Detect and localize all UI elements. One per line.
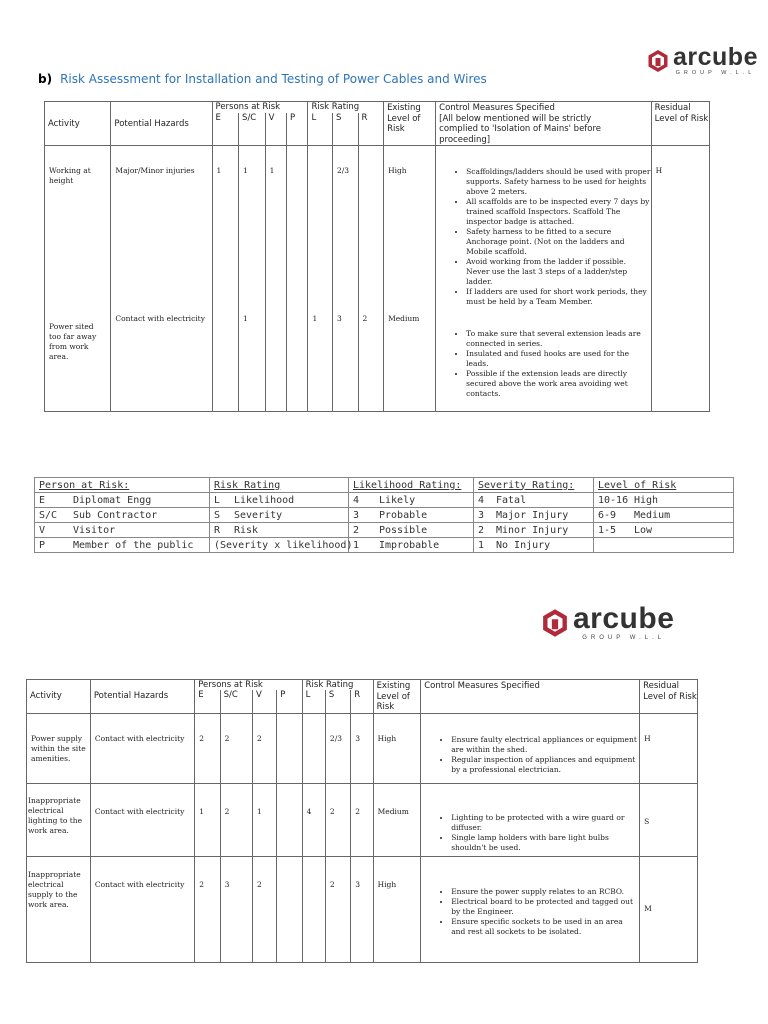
sc-cell: 3: [220, 856, 252, 962]
e-cell: 2: [195, 713, 220, 783]
col-l-header: L: [302, 690, 325, 713]
table-row: [27, 783, 698, 856]
col-l-header: L: [308, 113, 333, 145]
control-header-line: [All below mentioned will be strictly: [439, 113, 592, 124]
r-cell: 2: [358, 146, 384, 412]
controls-cell: [421, 713, 640, 783]
activity-cell: Working at height Power sited too far away from work area.: [45, 146, 111, 412]
control-list: [436, 146, 651, 307]
hazard-cell: Major/Minor injuries Contact with electricity: [111, 146, 212, 412]
v-cell: 1: [252, 783, 276, 856]
control-item: • Single lamp holders with bare light bulbs shouldn't be used.: [451, 833, 639, 853]
col-p-header: P: [277, 690, 302, 713]
control-list: [421, 857, 639, 937]
activity-cell: Inappropriate electrical lighting to the work area.: [27, 783, 91, 856]
col-sc-header: S/C: [220, 690, 252, 713]
key-row: [35, 493, 734, 508]
logo-wordmark: arcube: [673, 43, 758, 71]
control-item: • Ensure the power supply relates to an RCBO.: [451, 887, 639, 897]
control-item: • If ladders are used for short work periods, they must be held by a Team Member.: [466, 287, 651, 307]
key-cell: S Severity: [210, 508, 349, 523]
key-cell: 3 Major Injury: [474, 508, 594, 523]
key-cell: P Member of the public: [35, 538, 210, 553]
control-item: • Scaffoldings/ladders should be used with proper supports. Safety harness to be used for heights above 2 meters.: [466, 167, 651, 197]
col-hazards-header: Potential Hazards: [111, 102, 212, 146]
key-header-level: Level of Risk: [594, 478, 734, 493]
residual-cell: H: [651, 146, 709, 412]
logo-wordmark: arcube: [573, 602, 675, 635]
col-p-header: P: [287, 113, 308, 145]
p-cell: [277, 713, 302, 783]
existing-cell: High: [373, 856, 421, 962]
logo-subtitle: GROUP W.L.L: [675, 70, 756, 76]
key-cell: L Likelihood: [210, 493, 349, 508]
risk-key-table: [34, 477, 734, 553]
table-row: [27, 713, 698, 783]
p-cell: [287, 146, 308, 412]
col-r-header: R: [351, 690, 373, 713]
residual-cell: S: [640, 783, 698, 856]
p-cell: [277, 856, 302, 962]
l-cell: 1: [308, 146, 333, 412]
company-logo: [647, 45, 758, 77]
s-cell: 2/3 3: [332, 146, 358, 412]
sc-cell: 2: [220, 713, 252, 783]
risk-rating-header: Risk Rating: [308, 102, 384, 114]
p-cell: [277, 783, 302, 856]
key-row: [35, 523, 734, 538]
col-s-header: S: [332, 113, 358, 145]
control-item: • Safety harness to be fitted to a secure Anchorage point. (Not on the ladders and Mobile scaffold.: [466, 227, 651, 257]
key-row: [35, 508, 734, 523]
key-header-row: [35, 478, 734, 493]
persons-at-risk-header: Persons at Risk: [212, 102, 308, 114]
control-list: [436, 307, 651, 399]
control-item: • Possible if the extension leads are directly secured above the work area avoiding wet contacts.: [466, 369, 651, 399]
key-cell: 3 Probable: [349, 508, 474, 523]
arcube-logo-icon: [541, 608, 569, 638]
key-header-persons: Person at Risk:: [35, 478, 210, 493]
v-cell: 2: [252, 713, 276, 783]
residual-cell: M: [640, 856, 698, 962]
persons-at-risk-header: Persons at Risk: [195, 680, 302, 691]
existing-cell: Medium: [373, 783, 421, 856]
key-row: [35, 538, 734, 553]
col-hazards-header: Potential Hazards: [90, 680, 194, 714]
key-cell: [594, 538, 734, 553]
table-row: [45, 146, 710, 412]
key-header-likelihood: Likelihood Rating:: [349, 478, 474, 493]
control-item: • Avoid working from the ladder if possible. Never use the last 3 steps of a ladder/step ladder.: [466, 257, 651, 287]
key-cell: V Visitor: [35, 523, 210, 538]
controls-cell: [421, 783, 640, 856]
activity-cell: Inappropriate electrical supply to the work area.: [27, 856, 91, 962]
control-measures-header: [436, 102, 652, 146]
s-cell: 2/3: [325, 713, 350, 783]
control-item: • Ensure specific sockets to be used in an area and rest all sockets to be isolated.: [451, 917, 639, 937]
residual-level-header: Residual Level of Risk: [651, 102, 709, 146]
key-header-rating: Risk Rating: [210, 478, 349, 493]
key-cell: 1 Improbable: [349, 538, 474, 553]
hazard-cell: Contact with electricity: [90, 856, 194, 962]
l-cell: 4: [302, 783, 325, 856]
section-heading: [38, 72, 487, 86]
col-activity-header: Activity: [27, 680, 91, 714]
section-letter: b): [38, 72, 53, 86]
l-cell: [302, 856, 325, 962]
activity-cell-2: Power sited too far away from work area.: [49, 322, 97, 361]
control-item: • Lighting to be protected with a wire guard or diffuser.: [451, 813, 639, 833]
e-cell: 1: [195, 783, 220, 856]
existing-level-header: Existing Level of Risk: [373, 680, 421, 714]
col-r-header: R: [358, 113, 384, 145]
risk-table-1: [44, 101, 710, 412]
e-cell: 2: [195, 856, 220, 962]
key-cell: S/C Sub Contractor: [35, 508, 210, 523]
key-cell: 4 Likely: [349, 493, 474, 508]
control-list: [421, 784, 639, 853]
table-row: [27, 856, 698, 962]
hazard-cell: Contact with electricity: [90, 713, 194, 783]
control-header-line: proceeding]: [439, 134, 491, 145]
v-cell: 1: [265, 146, 286, 412]
key-header-severity: Severity Rating:: [474, 478, 594, 493]
key-cell: 6-9 Medium: [594, 508, 734, 523]
key-cell: 4 Fatal: [474, 493, 594, 508]
section-title: Risk Assessment for Installation and Testing of Power Cables and Wires: [60, 72, 487, 86]
key-cell: 2 Minor Injury: [474, 523, 594, 538]
col-e-header: E: [195, 690, 220, 713]
r-cell: 3: [351, 713, 373, 783]
r-cell: 3: [351, 856, 373, 962]
arcube-logo-icon: [647, 49, 669, 73]
residual-level-header: Residual Level of Risk: [640, 680, 698, 714]
col-activity-header: Activity: [45, 102, 111, 146]
s-cell: 2: [325, 783, 350, 856]
existing-cell: High Medium: [384, 146, 436, 412]
col-e-header: E: [212, 113, 239, 145]
sc-cell: 2: [220, 783, 252, 856]
hazard-cell-2: Contact with electricity: [115, 314, 205, 323]
control-measures-header: Control Measures Specified: [421, 680, 640, 714]
l-cell: [302, 713, 325, 783]
key-cell: E Diplomat Engg: [35, 493, 210, 508]
control-item: • Insulated and fused hooks are used for the leads.: [466, 349, 651, 369]
existing-level-header: Existing Level of Risk: [384, 102, 436, 146]
control-item: • Ensure faulty electrical appliances or equipment are within the shed.: [451, 735, 639, 755]
control-item: • Electrical board to be protected and tagged out by the Engineer.: [451, 897, 639, 917]
key-cell: (Severity x likelihood): [210, 538, 349, 553]
control-header-line: Control Measures Specified: [439, 103, 555, 113]
company-logo-2: [541, 604, 674, 641]
col-v-header: V: [252, 690, 276, 713]
s-cell: 2: [325, 856, 350, 962]
v-cell: 2: [252, 856, 276, 962]
controls-cell: [421, 856, 640, 962]
key-cell: 2 Possible: [349, 523, 474, 538]
control-header-line: complied to 'Isolation of Mains' before: [439, 124, 602, 134]
e-cell: 1: [212, 146, 239, 412]
control-item: • Regular inspection of appliances and equipment by a professional electrician.: [451, 755, 639, 775]
activity-cell: Power supply within the site amenities.: [27, 713, 91, 783]
existing-cell: High: [373, 713, 421, 783]
key-cell: 1-5 Low: [594, 523, 734, 538]
logo-subtitle: GROUP W.L.L: [582, 635, 666, 641]
control-item: • To make sure that several extension leads are connected in series.: [466, 329, 651, 349]
controls-cell: [436, 146, 652, 412]
control-item: • All scaffolds are to be inspected every 7 days by trained scaffold Inspectors. Scaffold The inspector badge is attached.: [466, 197, 651, 227]
col-v-header: V: [265, 113, 286, 145]
sc-cell: 1 1: [239, 146, 266, 412]
col-sc-header: S/C: [239, 113, 266, 145]
hazard-cell: Contact with electricity: [90, 783, 194, 856]
key-cell: 10-16 High: [594, 493, 734, 508]
control-list: [421, 714, 639, 775]
r-cell: 2: [351, 783, 373, 856]
key-cell: 1 No Injury: [474, 538, 594, 553]
risk-table-2: [26, 679, 698, 963]
risk-rating-header: Risk Rating: [302, 680, 373, 691]
col-s-header: S: [325, 690, 350, 713]
residual-cell: H: [640, 713, 698, 783]
key-cell: R Risk: [210, 523, 349, 538]
